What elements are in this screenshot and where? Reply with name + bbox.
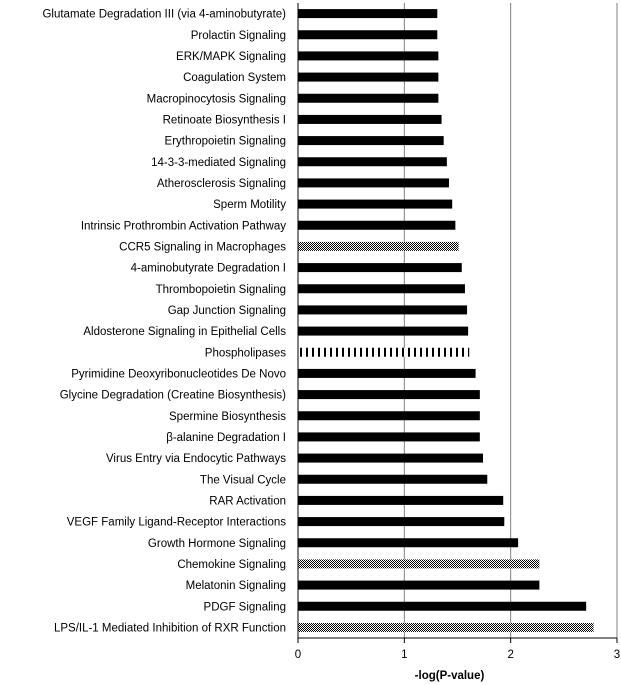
bar [298,432,480,441]
category-label: CCR5 Signaling in Macrophages [119,241,286,254]
category-label: 14-3-3-mediated Signaling [151,156,286,169]
bar [298,369,476,378]
category-label: Growth Hormone Signaling [147,537,286,550]
x-tick-labels [295,649,620,661]
bar [298,115,442,124]
bar [298,623,594,632]
category-label: Thrombopoietin Signaling [155,283,286,296]
category-label: ERK/MAPK Signaling [176,50,286,63]
category-label: Spermine Biosynthesis [169,410,286,423]
bar [298,51,438,60]
bars [298,9,594,632]
bar [298,284,465,293]
bar [298,94,438,103]
bar [298,136,444,145]
category-label: Intrinsic Prothrombin Activation Pathway [80,220,286,233]
category-label: Atherosclerosis Signaling [156,177,286,190]
category-label: 4-aminobutyrate Degradation I [130,262,286,275]
category-label: Sperm Motility [213,199,286,212]
category-label: Pyrimidine Deoxyribonucleotides De Novo [71,368,286,381]
category-label: Virus Entry via Endocytic Pathways [105,453,286,466]
category-label: Chemokine Signaling [177,558,286,571]
bar [298,157,447,166]
category-label: β-alanine Degradation I [166,431,286,444]
bar [298,9,437,18]
category-label: The Visual Cycle [199,474,286,487]
bar [298,517,504,526]
bar [298,30,437,39]
bar [298,559,539,568]
bar [298,221,455,230]
bar [298,602,586,611]
x-tick-label: 3 [613,649,621,661]
bar [298,178,449,187]
category-label: Retinoate Biosynthesis I [162,114,286,127]
bar [298,454,483,463]
category-label: Macropinocytosis Signaling [146,93,286,106]
category-label: PDGF Signaling [203,601,286,614]
category-label: Gap Junction Signaling [167,304,286,317]
bar [298,348,469,357]
bar [298,200,452,209]
category-label: Glycine Degradation (Creatine Biosynthesis) [59,389,286,402]
bar [298,475,487,484]
bar [298,581,539,590]
bar [298,411,480,420]
bar [298,327,468,336]
bar [298,496,503,505]
bar [298,263,462,272]
x-tick-label: 2 [507,649,514,661]
bar [298,73,438,82]
bar [298,242,459,251]
x-axis-title: -log(P-value) [414,670,485,682]
category-label: Erythropoietin Signaling [164,135,286,148]
category-label: VEGF Family Ligand-Receptor Interactions [66,516,286,529]
category-labels [42,9,286,635]
category-label: Glutamate Degradation III (via 4-aminobutyrate) [42,8,286,21]
bar [298,390,480,399]
category-label: LPS/IL-1 Mediated Inhibition of RXR Function [53,622,286,635]
category-label: Phospholipases [204,347,286,360]
category-label: Coagulation System [183,72,286,85]
x-tick-label: 0 [294,649,302,661]
category-label: Prolactin Signaling [190,29,286,42]
category-label: Melatonin Signaling [185,580,286,593]
bar [298,538,518,547]
x-tick-label: 1 [401,649,408,661]
bar [298,305,467,314]
category-label: RAR Activation [209,495,286,508]
category-label: Aldosterone Signaling in Epithelial Cells [83,326,286,339]
